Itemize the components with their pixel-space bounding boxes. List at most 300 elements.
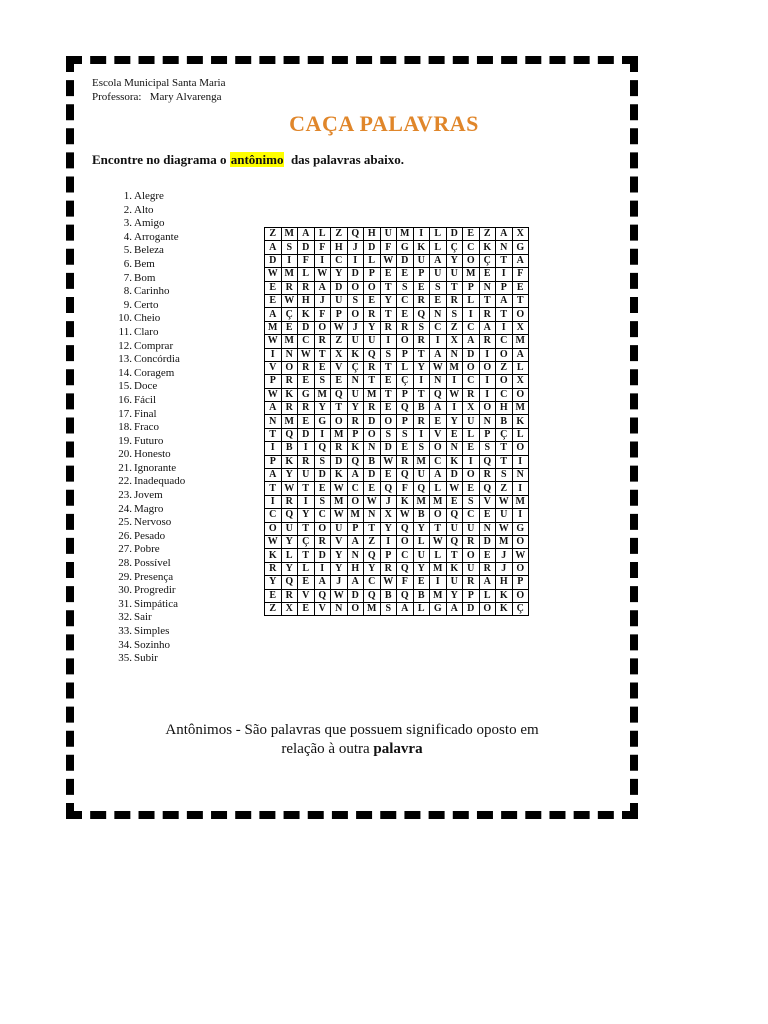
- grid-cell[interactable]: Ç: [512, 602, 529, 615]
- grid-cell[interactable]: C: [331, 254, 348, 267]
- grid-cell[interactable]: E: [314, 482, 331, 495]
- grid-cell[interactable]: W: [446, 388, 463, 401]
- grid-cell[interactable]: O: [463, 549, 480, 562]
- grid-cell[interactable]: V: [479, 495, 496, 508]
- grid-cell[interactable]: C: [463, 241, 480, 254]
- grid-cell[interactable]: J: [314, 294, 331, 307]
- grid-cell[interactable]: C: [347, 482, 364, 495]
- grid-cell[interactable]: G: [512, 241, 529, 254]
- grid-cell[interactable]: R: [281, 375, 298, 388]
- grid-cell[interactable]: S: [413, 321, 430, 334]
- grid-cell[interactable]: M: [430, 562, 447, 575]
- grid-cell[interactable]: A: [347, 576, 364, 589]
- grid-cell[interactable]: Q: [397, 469, 414, 482]
- grid-cell[interactable]: Z: [496, 361, 513, 374]
- grid-cell[interactable]: E: [380, 375, 397, 388]
- grid-cell[interactable]: Q: [314, 589, 331, 602]
- grid-cell[interactable]: L: [430, 228, 447, 241]
- grid-cell[interactable]: Q: [446, 509, 463, 522]
- grid-cell[interactable]: E: [512, 281, 529, 294]
- grid-cell[interactable]: N: [331, 602, 348, 615]
- grid-cell[interactable]: W: [496, 495, 513, 508]
- grid-cell[interactable]: W: [281, 482, 298, 495]
- grid-cell[interactable]: O: [512, 308, 529, 321]
- grid-cell[interactable]: T: [314, 348, 331, 361]
- grid-cell[interactable]: W: [380, 455, 397, 468]
- grid-cell[interactable]: P: [397, 388, 414, 401]
- grid-cell[interactable]: I: [512, 455, 529, 468]
- grid-cell[interactable]: V: [331, 361, 348, 374]
- grid-cell[interactable]: U: [298, 469, 315, 482]
- grid-cell[interactable]: A: [512, 348, 529, 361]
- grid-cell[interactable]: H: [364, 228, 381, 241]
- grid-cell[interactable]: R: [479, 562, 496, 575]
- grid-cell[interactable]: S: [380, 602, 397, 615]
- grid-cell[interactable]: C: [463, 509, 480, 522]
- grid-cell[interactable]: Y: [413, 562, 430, 575]
- grid-cell[interactable]: Y: [281, 535, 298, 548]
- grid-cell[interactable]: G: [512, 522, 529, 535]
- grid-cell[interactable]: E: [380, 268, 397, 281]
- grid-cell[interactable]: Y: [347, 402, 364, 415]
- grid-cell[interactable]: T: [446, 281, 463, 294]
- grid-cell[interactable]: E: [463, 482, 480, 495]
- grid-cell[interactable]: R: [331, 442, 348, 455]
- grid-cell[interactable]: E: [265, 589, 282, 602]
- grid-cell[interactable]: F: [397, 482, 414, 495]
- grid-cell[interactable]: O: [463, 254, 480, 267]
- grid-cell[interactable]: F: [314, 308, 331, 321]
- grid-cell[interactable]: A: [496, 228, 513, 241]
- grid-cell[interactable]: I: [496, 321, 513, 334]
- grid-cell[interactable]: O: [347, 281, 364, 294]
- grid-cell[interactable]: K: [397, 495, 414, 508]
- grid-cell[interactable]: Y: [380, 522, 397, 535]
- grid-cell[interactable]: O: [463, 361, 480, 374]
- grid-cell[interactable]: W: [430, 535, 447, 548]
- grid-cell[interactable]: J: [347, 321, 364, 334]
- grid-cell[interactable]: O: [430, 442, 447, 455]
- grid-cell[interactable]: L: [512, 361, 529, 374]
- grid-cell[interactable]: W: [446, 482, 463, 495]
- grid-cell[interactable]: O: [347, 495, 364, 508]
- grid-cell[interactable]: C: [463, 321, 480, 334]
- grid-cell[interactable]: D: [298, 428, 315, 441]
- grid-cell[interactable]: C: [496, 335, 513, 348]
- grid-cell[interactable]: E: [430, 294, 447, 307]
- grid-cell[interactable]: W: [380, 576, 397, 589]
- grid-cell[interactable]: I: [463, 455, 480, 468]
- grid-cell[interactable]: M: [413, 455, 430, 468]
- grid-cell[interactable]: Y: [281, 562, 298, 575]
- grid-cell[interactable]: T: [446, 549, 463, 562]
- grid-cell[interactable]: U: [430, 268, 447, 281]
- grid-cell[interactable]: Y: [364, 321, 381, 334]
- grid-cell[interactable]: N: [364, 442, 381, 455]
- grid-cell[interactable]: P: [479, 428, 496, 441]
- grid-cell[interactable]: Z: [265, 228, 282, 241]
- grid-cell[interactable]: I: [413, 428, 430, 441]
- grid-cell[interactable]: Y: [364, 562, 381, 575]
- grid-cell[interactable]: Q: [281, 576, 298, 589]
- grid-cell[interactable]: E: [380, 402, 397, 415]
- grid-cell[interactable]: U: [446, 522, 463, 535]
- grid-cell[interactable]: Q: [347, 228, 364, 241]
- grid-cell[interactable]: I: [413, 375, 430, 388]
- grid-cell[interactable]: W: [265, 335, 282, 348]
- grid-cell[interactable]: U: [413, 254, 430, 267]
- grid-cell[interactable]: R: [298, 402, 315, 415]
- grid-cell[interactable]: T: [298, 549, 315, 562]
- grid-cell[interactable]: I: [281, 254, 298, 267]
- grid-cell[interactable]: Y: [446, 254, 463, 267]
- grid-cell[interactable]: Y: [298, 509, 315, 522]
- grid-cell[interactable]: A: [265, 402, 282, 415]
- grid-cell[interactable]: B: [281, 442, 298, 455]
- grid-cell[interactable]: R: [364, 308, 381, 321]
- grid-cell[interactable]: N: [479, 281, 496, 294]
- grid-cell[interactable]: Q: [413, 482, 430, 495]
- grid-cell[interactable]: S: [380, 428, 397, 441]
- grid-cell[interactable]: R: [281, 281, 298, 294]
- grid-cell[interactable]: L: [298, 268, 315, 281]
- grid-cell[interactable]: I: [380, 335, 397, 348]
- grid-cell[interactable]: Ç: [496, 428, 513, 441]
- grid-cell[interactable]: I: [479, 348, 496, 361]
- grid-cell[interactable]: C: [463, 375, 480, 388]
- grid-cell[interactable]: L: [413, 535, 430, 548]
- grid-cell[interactable]: M: [347, 509, 364, 522]
- grid-cell[interactable]: U: [281, 522, 298, 535]
- grid-cell[interactable]: X: [512, 321, 529, 334]
- grid-cell[interactable]: U: [496, 509, 513, 522]
- grid-cell[interactable]: D: [331, 281, 348, 294]
- grid-cell[interactable]: U: [380, 228, 397, 241]
- grid-cell[interactable]: M: [364, 602, 381, 615]
- grid-cell[interactable]: I: [265, 442, 282, 455]
- grid-cell[interactable]: Ç: [479, 254, 496, 267]
- grid-cell[interactable]: K: [446, 562, 463, 575]
- grid-cell[interactable]: Y: [281, 469, 298, 482]
- grid-cell[interactable]: S: [496, 469, 513, 482]
- grid-cell[interactable]: D: [463, 602, 480, 615]
- grid-cell[interactable]: V: [314, 602, 331, 615]
- grid-cell[interactable]: N: [446, 442, 463, 455]
- grid-cell[interactable]: S: [314, 375, 331, 388]
- grid-cell[interactable]: M: [331, 495, 348, 508]
- grid-cell[interactable]: E: [298, 576, 315, 589]
- grid-cell[interactable]: W: [331, 482, 348, 495]
- grid-cell[interactable]: Z: [479, 228, 496, 241]
- grid-cell[interactable]: E: [380, 469, 397, 482]
- grid-cell[interactable]: T: [512, 294, 529, 307]
- grid-cell[interactable]: O: [331, 415, 348, 428]
- grid-cell[interactable]: X: [380, 509, 397, 522]
- grid-cell[interactable]: K: [331, 469, 348, 482]
- grid-cell[interactable]: U: [347, 335, 364, 348]
- grid-cell[interactable]: O: [380, 415, 397, 428]
- grid-cell[interactable]: U: [347, 388, 364, 401]
- grid-cell[interactable]: S: [463, 495, 480, 508]
- grid-cell[interactable]: T: [298, 482, 315, 495]
- grid-cell[interactable]: T: [413, 348, 430, 361]
- grid-cell[interactable]: D: [298, 321, 315, 334]
- grid-cell[interactable]: E: [364, 482, 381, 495]
- grid-cell[interactable]: K: [446, 455, 463, 468]
- grid-cell[interactable]: O: [512, 589, 529, 602]
- grid-cell[interactable]: W: [265, 388, 282, 401]
- grid-cell[interactable]: L: [413, 602, 430, 615]
- grid-cell[interactable]: J: [347, 241, 364, 254]
- grid-cell[interactable]: R: [347, 415, 364, 428]
- grid-cell[interactable]: N: [364, 509, 381, 522]
- grid-cell[interactable]: N: [446, 348, 463, 361]
- grid-cell[interactable]: S: [446, 308, 463, 321]
- grid-cell[interactable]: B: [496, 415, 513, 428]
- grid-cell[interactable]: D: [347, 268, 364, 281]
- grid-cell[interactable]: K: [512, 415, 529, 428]
- grid-cell[interactable]: B: [364, 455, 381, 468]
- grid-cell[interactable]: P: [347, 428, 364, 441]
- grid-cell[interactable]: Y: [446, 589, 463, 602]
- grid-cell[interactable]: P: [512, 576, 529, 589]
- grid-cell[interactable]: F: [397, 576, 414, 589]
- grid-cell[interactable]: E: [397, 308, 414, 321]
- grid-cell[interactable]: C: [496, 388, 513, 401]
- grid-cell[interactable]: M: [413, 495, 430, 508]
- grid-cell[interactable]: L: [463, 294, 480, 307]
- grid-cell[interactable]: N: [265, 415, 282, 428]
- grid-cell[interactable]: Q: [380, 482, 397, 495]
- grid-cell[interactable]: M: [463, 268, 480, 281]
- grid-cell[interactable]: S: [281, 241, 298, 254]
- grid-cell[interactable]: I: [298, 442, 315, 455]
- grid-cell[interactable]: M: [331, 428, 348, 441]
- grid-cell[interactable]: O: [314, 522, 331, 535]
- grid-cell[interactable]: W: [265, 535, 282, 548]
- grid-cell[interactable]: Q: [364, 348, 381, 361]
- grid-cell[interactable]: Y: [314, 402, 331, 415]
- grid-cell[interactable]: Q: [446, 535, 463, 548]
- grid-cell[interactable]: L: [430, 549, 447, 562]
- grid-cell[interactable]: Q: [413, 308, 430, 321]
- grid-cell[interactable]: E: [281, 321, 298, 334]
- grid-cell[interactable]: A: [446, 602, 463, 615]
- grid-cell[interactable]: W: [331, 509, 348, 522]
- grid-cell[interactable]: T: [380, 361, 397, 374]
- grid-cell[interactable]: W: [281, 294, 298, 307]
- grid-cell[interactable]: Ç: [281, 308, 298, 321]
- grid-cell[interactable]: A: [397, 602, 414, 615]
- grid-cell[interactable]: O: [347, 602, 364, 615]
- grid-cell[interactable]: M: [314, 388, 331, 401]
- grid-cell[interactable]: I: [265, 348, 282, 361]
- grid-cell[interactable]: K: [496, 602, 513, 615]
- grid-cell[interactable]: P: [331, 308, 348, 321]
- grid-cell[interactable]: O: [479, 361, 496, 374]
- grid-cell[interactable]: A: [298, 228, 315, 241]
- grid-cell[interactable]: K: [479, 241, 496, 254]
- grid-cell[interactable]: U: [463, 562, 480, 575]
- grid-cell[interactable]: R: [397, 321, 414, 334]
- grid-cell[interactable]: R: [463, 576, 480, 589]
- grid-cell[interactable]: E: [479, 549, 496, 562]
- grid-cell[interactable]: I: [413, 228, 430, 241]
- grid-cell[interactable]: U: [446, 268, 463, 281]
- grid-cell[interactable]: S: [314, 495, 331, 508]
- grid-cell[interactable]: A: [430, 254, 447, 267]
- grid-cell[interactable]: O: [430, 509, 447, 522]
- grid-cell[interactable]: M: [281, 415, 298, 428]
- grid-cell[interactable]: B: [413, 589, 430, 602]
- grid-cell[interactable]: U: [413, 469, 430, 482]
- grid-cell[interactable]: O: [496, 375, 513, 388]
- grid-cell[interactable]: W: [430, 361, 447, 374]
- grid-cell[interactable]: E: [298, 602, 315, 615]
- grid-cell[interactable]: S: [314, 455, 331, 468]
- grid-cell[interactable]: E: [364, 294, 381, 307]
- grid-cell[interactable]: T: [479, 294, 496, 307]
- grid-cell[interactable]: R: [314, 535, 331, 548]
- grid-cell[interactable]: I: [512, 482, 529, 495]
- grid-cell[interactable]: D: [265, 254, 282, 267]
- grid-cell[interactable]: V: [331, 535, 348, 548]
- grid-cell[interactable]: D: [298, 241, 315, 254]
- grid-cell[interactable]: Q: [397, 589, 414, 602]
- grid-cell[interactable]: F: [314, 241, 331, 254]
- grid-cell[interactable]: Y: [413, 361, 430, 374]
- grid-cell[interactable]: S: [397, 428, 414, 441]
- grid-cell[interactable]: Q: [479, 455, 496, 468]
- grid-cell[interactable]: O: [265, 522, 282, 535]
- grid-cell[interactable]: Ç: [446, 241, 463, 254]
- grid-cell[interactable]: P: [364, 268, 381, 281]
- grid-cell[interactable]: R: [413, 294, 430, 307]
- grid-cell[interactable]: E: [446, 428, 463, 441]
- grid-cell[interactable]: Z: [364, 535, 381, 548]
- grid-cell[interactable]: L: [281, 549, 298, 562]
- grid-cell[interactable]: M: [512, 495, 529, 508]
- grid-cell[interactable]: N: [347, 549, 364, 562]
- grid-cell[interactable]: Y: [413, 522, 430, 535]
- grid-cell[interactable]: S: [413, 442, 430, 455]
- grid-cell[interactable]: X: [331, 348, 348, 361]
- grid-cell[interactable]: Ç: [397, 375, 414, 388]
- grid-cell[interactable]: T: [380, 281, 397, 294]
- grid-cell[interactable]: R: [380, 562, 397, 575]
- grid-cell[interactable]: U: [463, 522, 480, 535]
- grid-cell[interactable]: P: [380, 549, 397, 562]
- grid-cell[interactable]: Y: [331, 562, 348, 575]
- grid-cell[interactable]: E: [463, 442, 480, 455]
- grid-cell[interactable]: R: [281, 402, 298, 415]
- grid-cell[interactable]: O: [496, 348, 513, 361]
- grid-cell[interactable]: O: [479, 602, 496, 615]
- grid-cell[interactable]: Q: [397, 402, 414, 415]
- grid-cell[interactable]: D: [364, 241, 381, 254]
- grid-cell[interactable]: I: [380, 535, 397, 548]
- grid-cell[interactable]: I: [430, 335, 447, 348]
- grid-cell[interactable]: Y: [265, 576, 282, 589]
- grid-cell[interactable]: R: [413, 415, 430, 428]
- grid-cell[interactable]: T: [265, 482, 282, 495]
- grid-cell[interactable]: C: [430, 321, 447, 334]
- grid-cell[interactable]: R: [479, 335, 496, 348]
- grid-cell[interactable]: C: [430, 455, 447, 468]
- grid-cell[interactable]: Q: [364, 589, 381, 602]
- grid-cell[interactable]: T: [331, 402, 348, 415]
- grid-cell[interactable]: L: [364, 254, 381, 267]
- grid-cell[interactable]: R: [364, 402, 381, 415]
- grid-cell[interactable]: O: [314, 321, 331, 334]
- grid-cell[interactable]: R: [314, 335, 331, 348]
- grid-cell[interactable]: W: [380, 254, 397, 267]
- grid-cell[interactable]: R: [479, 308, 496, 321]
- grid-cell[interactable]: I: [512, 509, 529, 522]
- grid-cell[interactable]: D: [314, 469, 331, 482]
- grid-cell[interactable]: T: [496, 442, 513, 455]
- grid-cell[interactable]: O: [512, 442, 529, 455]
- grid-cell[interactable]: L: [463, 428, 480, 441]
- grid-cell[interactable]: I: [347, 254, 364, 267]
- grid-cell[interactable]: B: [413, 402, 430, 415]
- grid-cell[interactable]: N: [430, 308, 447, 321]
- grid-cell[interactable]: U: [331, 522, 348, 535]
- grid-cell[interactable]: I: [430, 576, 447, 589]
- grid-cell[interactable]: A: [512, 254, 529, 267]
- grid-cell[interactable]: L: [397, 361, 414, 374]
- grid-cell[interactable]: C: [364, 576, 381, 589]
- grid-cell[interactable]: L: [430, 482, 447, 495]
- grid-cell[interactable]: K: [413, 241, 430, 254]
- grid-cell[interactable]: E: [298, 375, 315, 388]
- grid-cell[interactable]: C: [265, 509, 282, 522]
- grid-cell[interactable]: W: [331, 321, 348, 334]
- grid-cell[interactable]: Z: [331, 228, 348, 241]
- grid-cell[interactable]: K: [347, 348, 364, 361]
- grid-cell[interactable]: Q: [430, 388, 447, 401]
- grid-cell[interactable]: C: [314, 509, 331, 522]
- grid-cell[interactable]: P: [265, 455, 282, 468]
- grid-cell[interactable]: M: [496, 535, 513, 548]
- grid-cell[interactable]: Q: [281, 509, 298, 522]
- grid-cell[interactable]: Q: [397, 562, 414, 575]
- grid-cell[interactable]: A: [479, 321, 496, 334]
- grid-cell[interactable]: N: [281, 348, 298, 361]
- grid-cell[interactable]: G: [397, 241, 414, 254]
- grid-cell[interactable]: E: [397, 442, 414, 455]
- grid-cell[interactable]: B: [380, 589, 397, 602]
- grid-cell[interactable]: R: [364, 361, 381, 374]
- grid-cell[interactable]: R: [479, 469, 496, 482]
- grid-cell[interactable]: Y: [331, 549, 348, 562]
- grid-cell[interactable]: O: [397, 535, 414, 548]
- grid-cell[interactable]: X: [446, 335, 463, 348]
- grid-cell[interactable]: R: [298, 281, 315, 294]
- grid-cell[interactable]: W: [314, 268, 331, 281]
- grid-cell[interactable]: T: [496, 254, 513, 267]
- grid-cell[interactable]: A: [463, 335, 480, 348]
- grid-cell[interactable]: R: [298, 455, 315, 468]
- grid-cell[interactable]: N: [479, 415, 496, 428]
- grid-cell[interactable]: O: [512, 562, 529, 575]
- grid-cell[interactable]: N: [430, 375, 447, 388]
- grid-cell[interactable]: Q: [397, 522, 414, 535]
- grid-cell[interactable]: W: [512, 549, 529, 562]
- grid-cell[interactable]: A: [265, 308, 282, 321]
- grid-cell[interactable]: D: [314, 549, 331, 562]
- grid-cell[interactable]: A: [430, 469, 447, 482]
